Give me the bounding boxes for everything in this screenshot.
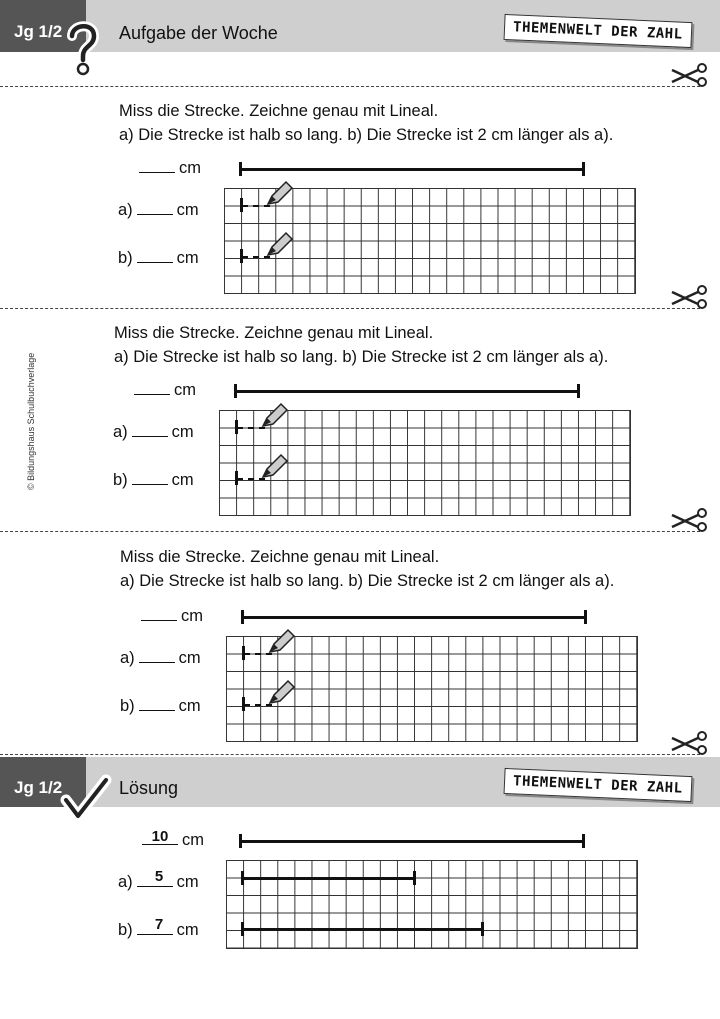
theme-badge: THEMENWELT DER ZAHL	[504, 14, 693, 48]
solution-answer-a: 5	[154, 868, 164, 885]
subtasks: a) Die Strecke ist halb so lang. b) Die Strecke ist 2 cm länger als a).	[119, 126, 614, 144]
solution-answer-b: 7	[154, 916, 164, 933]
solution-grade-label: Jg 1/2	[14, 778, 63, 797]
given-segment	[235, 390, 579, 393]
copyright-notice: © Bildungshaus Schulbuchverlage	[26, 352, 36, 490]
answer-b-field[interactable]: b) cm	[113, 471, 194, 489]
answer-a-field[interactable]: a) cm	[120, 649, 201, 667]
cut-line	[0, 754, 700, 755]
instruction: Miss die Strecke. Zeichne genau mit Lineal.	[114, 324, 434, 342]
pencil-icon	[264, 231, 294, 259]
solution-grid	[226, 860, 638, 949]
scissors-icon	[670, 284, 710, 310]
segment-tick	[241, 610, 244, 624]
subtasks: a) Die Strecke ist halb so lang. b) Die Strecke ist 2 cm länger als a).	[120, 572, 615, 590]
cut-line	[0, 308, 700, 309]
segment-tick	[239, 162, 242, 176]
pencil-icon	[264, 180, 294, 208]
subtasks: a) Die Strecke ist halb so lang. b) Die Strecke ist 2 cm länger als a).	[114, 348, 609, 366]
pencil-icon	[266, 628, 296, 656]
solution-measure: cm	[138, 830, 204, 850]
solution-b: b) cm	[118, 921, 199, 939]
scissors-icon	[670, 730, 710, 756]
checkmark-icon	[60, 774, 112, 824]
segment-tick	[413, 871, 416, 885]
segment-tick	[481, 922, 484, 936]
segment-tick	[234, 384, 237, 398]
cut-line	[0, 531, 700, 532]
segment-tick	[582, 834, 585, 848]
measure-answer-field[interactable]: cm	[135, 158, 201, 178]
measure-answer-field[interactable]: cm	[130, 380, 196, 400]
measure-answer-field[interactable]: cm	[137, 606, 203, 626]
segment-tick	[241, 922, 244, 936]
solution-answer-main: 10	[151, 828, 169, 845]
scissors-icon	[670, 62, 710, 88]
answer-b-field[interactable]: b) cm	[120, 697, 201, 715]
given-segment	[242, 616, 586, 619]
solution-given-segment	[240, 840, 584, 843]
solution-segment-a	[242, 877, 414, 880]
segment-tick	[239, 834, 242, 848]
answer-a-field[interactable]: a) cm	[118, 201, 199, 219]
page-title: Aufgabe der Woche	[119, 23, 278, 43]
answer-b-field[interactable]: b) cm	[118, 249, 199, 267]
pencil-icon	[266, 679, 296, 707]
solution-theme-badge: THEMENWELT DER ZAHL	[504, 768, 693, 802]
segment-tick	[584, 610, 587, 624]
instruction: Miss die Strecke. Zeichne genau mit Lineal.	[120, 548, 440, 566]
solution-a: a) cm	[118, 873, 199, 891]
solution-segment-b	[242, 928, 482, 931]
grade-label: Jg 1/2	[14, 22, 63, 41]
scissors-icon	[670, 507, 710, 533]
solution-title: Lösung	[119, 778, 179, 798]
question-mark-icon	[66, 20, 100, 76]
answer-a-field[interactable]: a) cm	[113, 423, 194, 441]
cut-line	[0, 86, 700, 87]
instruction: Miss die Strecke. Zeichne genau mit Lineal.	[119, 102, 439, 120]
given-segment	[240, 168, 584, 171]
pencil-icon	[259, 402, 289, 430]
pencil-icon	[259, 453, 289, 481]
segment-tick	[582, 162, 585, 176]
segment-tick	[241, 871, 244, 885]
segment-tick	[577, 384, 580, 398]
